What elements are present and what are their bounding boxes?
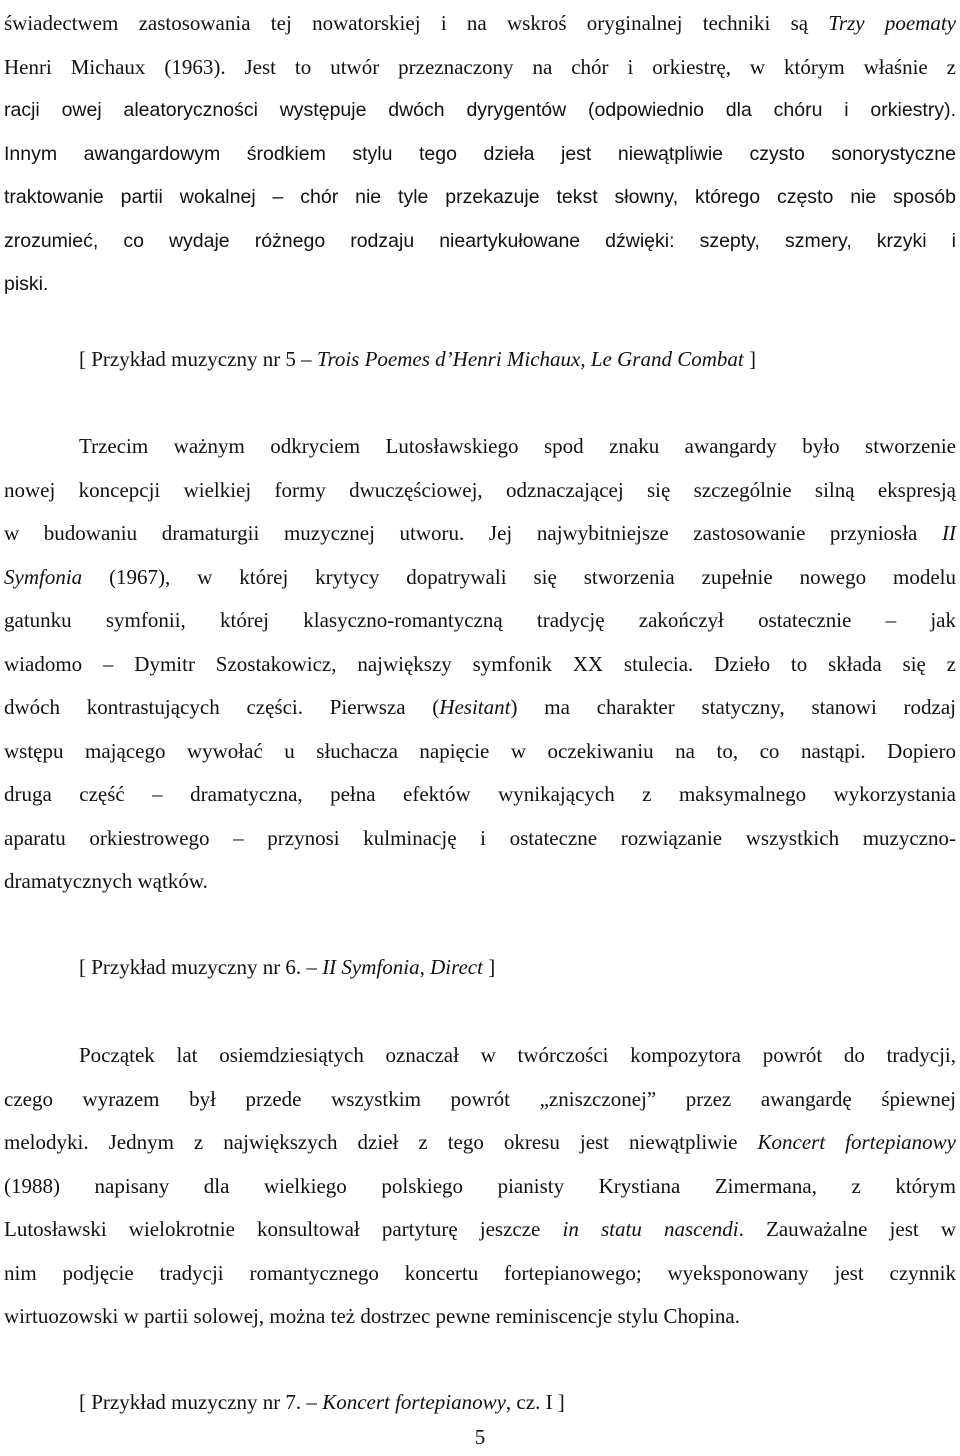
paragraph-ii-symfonia [0,425,960,904]
text-line: dwóch kontrastujących części. Pierwsza (Hesitant) ma charakter statyczny, stanowi rodzaj [4,695,956,719]
text-line: wirtuozowski w partii solowej, można też dostrzec pewne reminiscencje stylu Chopina. [4,1304,740,1328]
text-line: aparatu orkiestrowego – przynosi kulminację i ostateczne rozwiązanie wszystkich muzyczno- [4,825,956,850]
text-line: nim podjęcie tradycji romantycznego koncertu fortepianowego; wyeksponowany jest czynnik [4,1260,956,1285]
text-line: Innym awangardowym środkiem stylu tego dzieła jest niewątpliwie czysto sonorystyczne [4,142,956,165]
text-line: melodyki. Jednym z największych dzieł z tego okresu jest niewątpliwie Koncert fortepianowy [4,1130,956,1154]
text-line: zrozumieć, co wydaje różnego rodzaju nieartykułowane dźwięki: szepty, szmery, krzyki i [4,229,956,252]
text-line: piski. [4,273,49,295]
text-line: Henri Michaux (1963). Jest to utwór przeznaczony na chór i orkiestrę, w którym właśnie z [4,54,956,79]
music-example-5: [ Przykład muzyczny nr 5 – Trois Poemes d’Henri Michaux, Le Grand Combat ] [79,347,756,371]
music-example-6: [ Przykład muzyczny nr 6. – II Symfonia, Direct ] [79,955,496,979]
text-line: Symfonia (1967), w której krytycy dopatrywali się stworzenia zupełnie nowego modelu [4,564,956,589]
page-number: 5 [474,1425,486,1449]
text-line: (1988) napisany dla wielkiego polskiego pianisty Krystiana Zimermana, z którym [4,1173,956,1198]
text-line: nowej koncepcji wielkiej formy dwuczęściowej, odznaczającej się szczególnie silną ekspresją [4,477,956,502]
text-line: świadectwem zastosowania tej nowatorskiej i na wskroś oryginalnej techniki są Trzy poematy [4,11,957,35]
text-line: gatunku symfonii, której klasyczno-romantyczną tradycję zakończył ostatecznie – jak [4,608,956,632]
text-line: Lutosławski wielokrotnie konsultował partyturę jeszcze in statu nascendi. Zauważalne jest w [4,1217,957,1241]
text-line: wiadomo – Dymitr Szostakowicz, największy symfonik XX stulecia. Dzieło to składa się z [4,651,956,676]
text-line: druga część – dramatyczna, pełna efektów wynikających z maksymalnego wykorzystania [4,782,956,806]
text-line: w budowaniu dramaturgii muzycznej utworu. Jej najwybitniejsze zastosowanie przyniosła II [4,521,956,545]
text-line: Początek lat osiemdziesiątych oznaczał w twórczości kompozytora powrót do tradycji, [79,1043,956,1067]
text-line: traktowanie partii wokalnej – chór nie tyle przekazuje tekst słowny, którego często nie sposób [4,186,956,208]
text-line: wstępu mającego wywołać u słuchacza napięcie w oczekiwaniu na to, co nastąpi. Dopiero [4,738,956,763]
text-line: czego wyrazem był przede wszystkim powrót „zniszczonej” przez awangardę śpiewnej [4,1086,956,1111]
text-line: racji owej aleatoryczności występuje dwóch dyrygentów (odpowiednio dla chóru i orkiestry). [4,99,956,121]
paragraph-koncert-fortepianowy [0,1034,960,1339]
paragraph-trzy-poematy [0,2,960,307]
text-line: Trzecim ważnym odkryciem Lutosławskiego spod znaku awangardy było stworzenie [79,434,956,458]
text-line: dramatycznych wątków. [4,869,208,893]
music-example-7: [ Przykład muzyczny nr 7. – Koncert fortepianowy, cz. I ] [79,1390,565,1414]
